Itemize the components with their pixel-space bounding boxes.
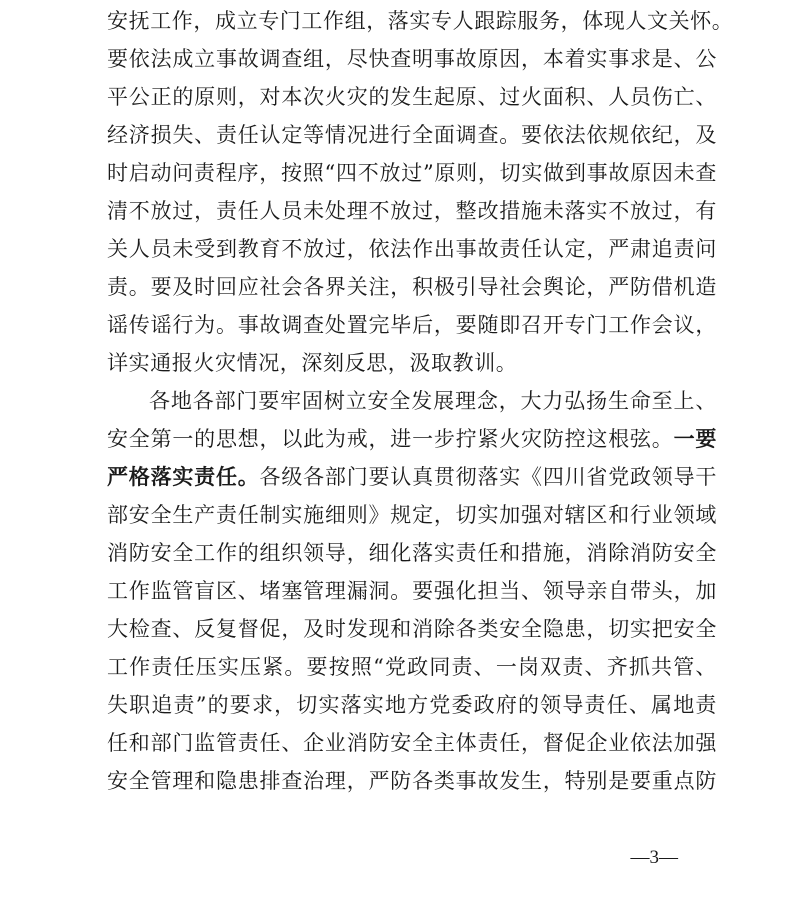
body-text	[107, 2, 734, 800]
text-line: 安抚工作，成立专门工作组，落实专人跟踪服务，体现人文关怀。	[107, 9, 734, 33]
text-line: 大检查、反复督促，及时发现和消除各类安全隐患，切实把安全	[107, 617, 717, 641]
text-line-with-bold	[107, 420, 717, 458]
text-line: 清不放过，责任人员未处理不放过，整改措施未落实不放过，有	[107, 199, 717, 223]
text-line-with-bold	[107, 458, 717, 496]
text-line: 工作监管盲区、堵塞管理漏洞。要强化担当、领导亲自带头，加	[107, 579, 717, 603]
text-line: 责。要及时回应社会各界关注，积极引导社会舆论，严防借机造	[107, 275, 717, 299]
text-line: 时启动问责程序，按照“四不放过”原则，切实做到事故原因未查	[107, 161, 717, 185]
text-span: 安全第一的思想，以此为戒，进一步拧紧火灾防控这根弦。	[107, 427, 674, 451]
bold-heading-text: 一要	[673, 427, 717, 451]
text-line: 安全管理和隐患排查治理，严防各类事故发生，特别是要重点防	[107, 769, 717, 793]
text-line: 详实通报火灾情况，深刻反思，汲取教训。	[107, 351, 518, 375]
text-line: 关人员未受到教育不放过，依法作出事故责任认定，严肃追责问	[107, 237, 717, 261]
text-line: 平公正的原则，对本次火灾的发生起原、过火面积、人员伤亡、	[107, 85, 717, 109]
paragraph-first-line: 各地各部门要牢固树立安全发展理念，大力弘扬生命至上、	[149, 389, 717, 413]
bold-heading-text: 严格落实责任。	[107, 465, 260, 489]
text-span: 各级各部门要认真贯彻落实《四川省党政领导干	[259, 465, 717, 489]
text-line: 谣传谣行为。事故调查处置完毕后，要随即召开专门工作会议，	[107, 313, 717, 337]
text-line: 要依法成立事故调查组，尽快查明事故原因，本着实事求是、公	[107, 47, 717, 71]
page-number: —3—	[630, 847, 678, 868]
text-line: 工作责任压实压紧。要按照“党政同责、一岗双责、齐抓共管、	[107, 655, 717, 679]
text-line: 任和部门监管责任、企业消防安全主体责任，督促企业依法加强	[107, 731, 717, 755]
text-line: 经济损失、责任认定等情况进行全面调查。要依法依规依纪，及	[107, 123, 717, 147]
text-line: 失职追责”的要求，切实落实地方党委政府的领导责任、属地责	[107, 693, 717, 717]
text-line: 部安全生产责任制实施细则》规定，切实加强对辖区和行业领域	[107, 503, 717, 527]
text-line: 消防安全工作的组织领导，细化落实责任和措施，消除消防安全	[107, 541, 717, 565]
